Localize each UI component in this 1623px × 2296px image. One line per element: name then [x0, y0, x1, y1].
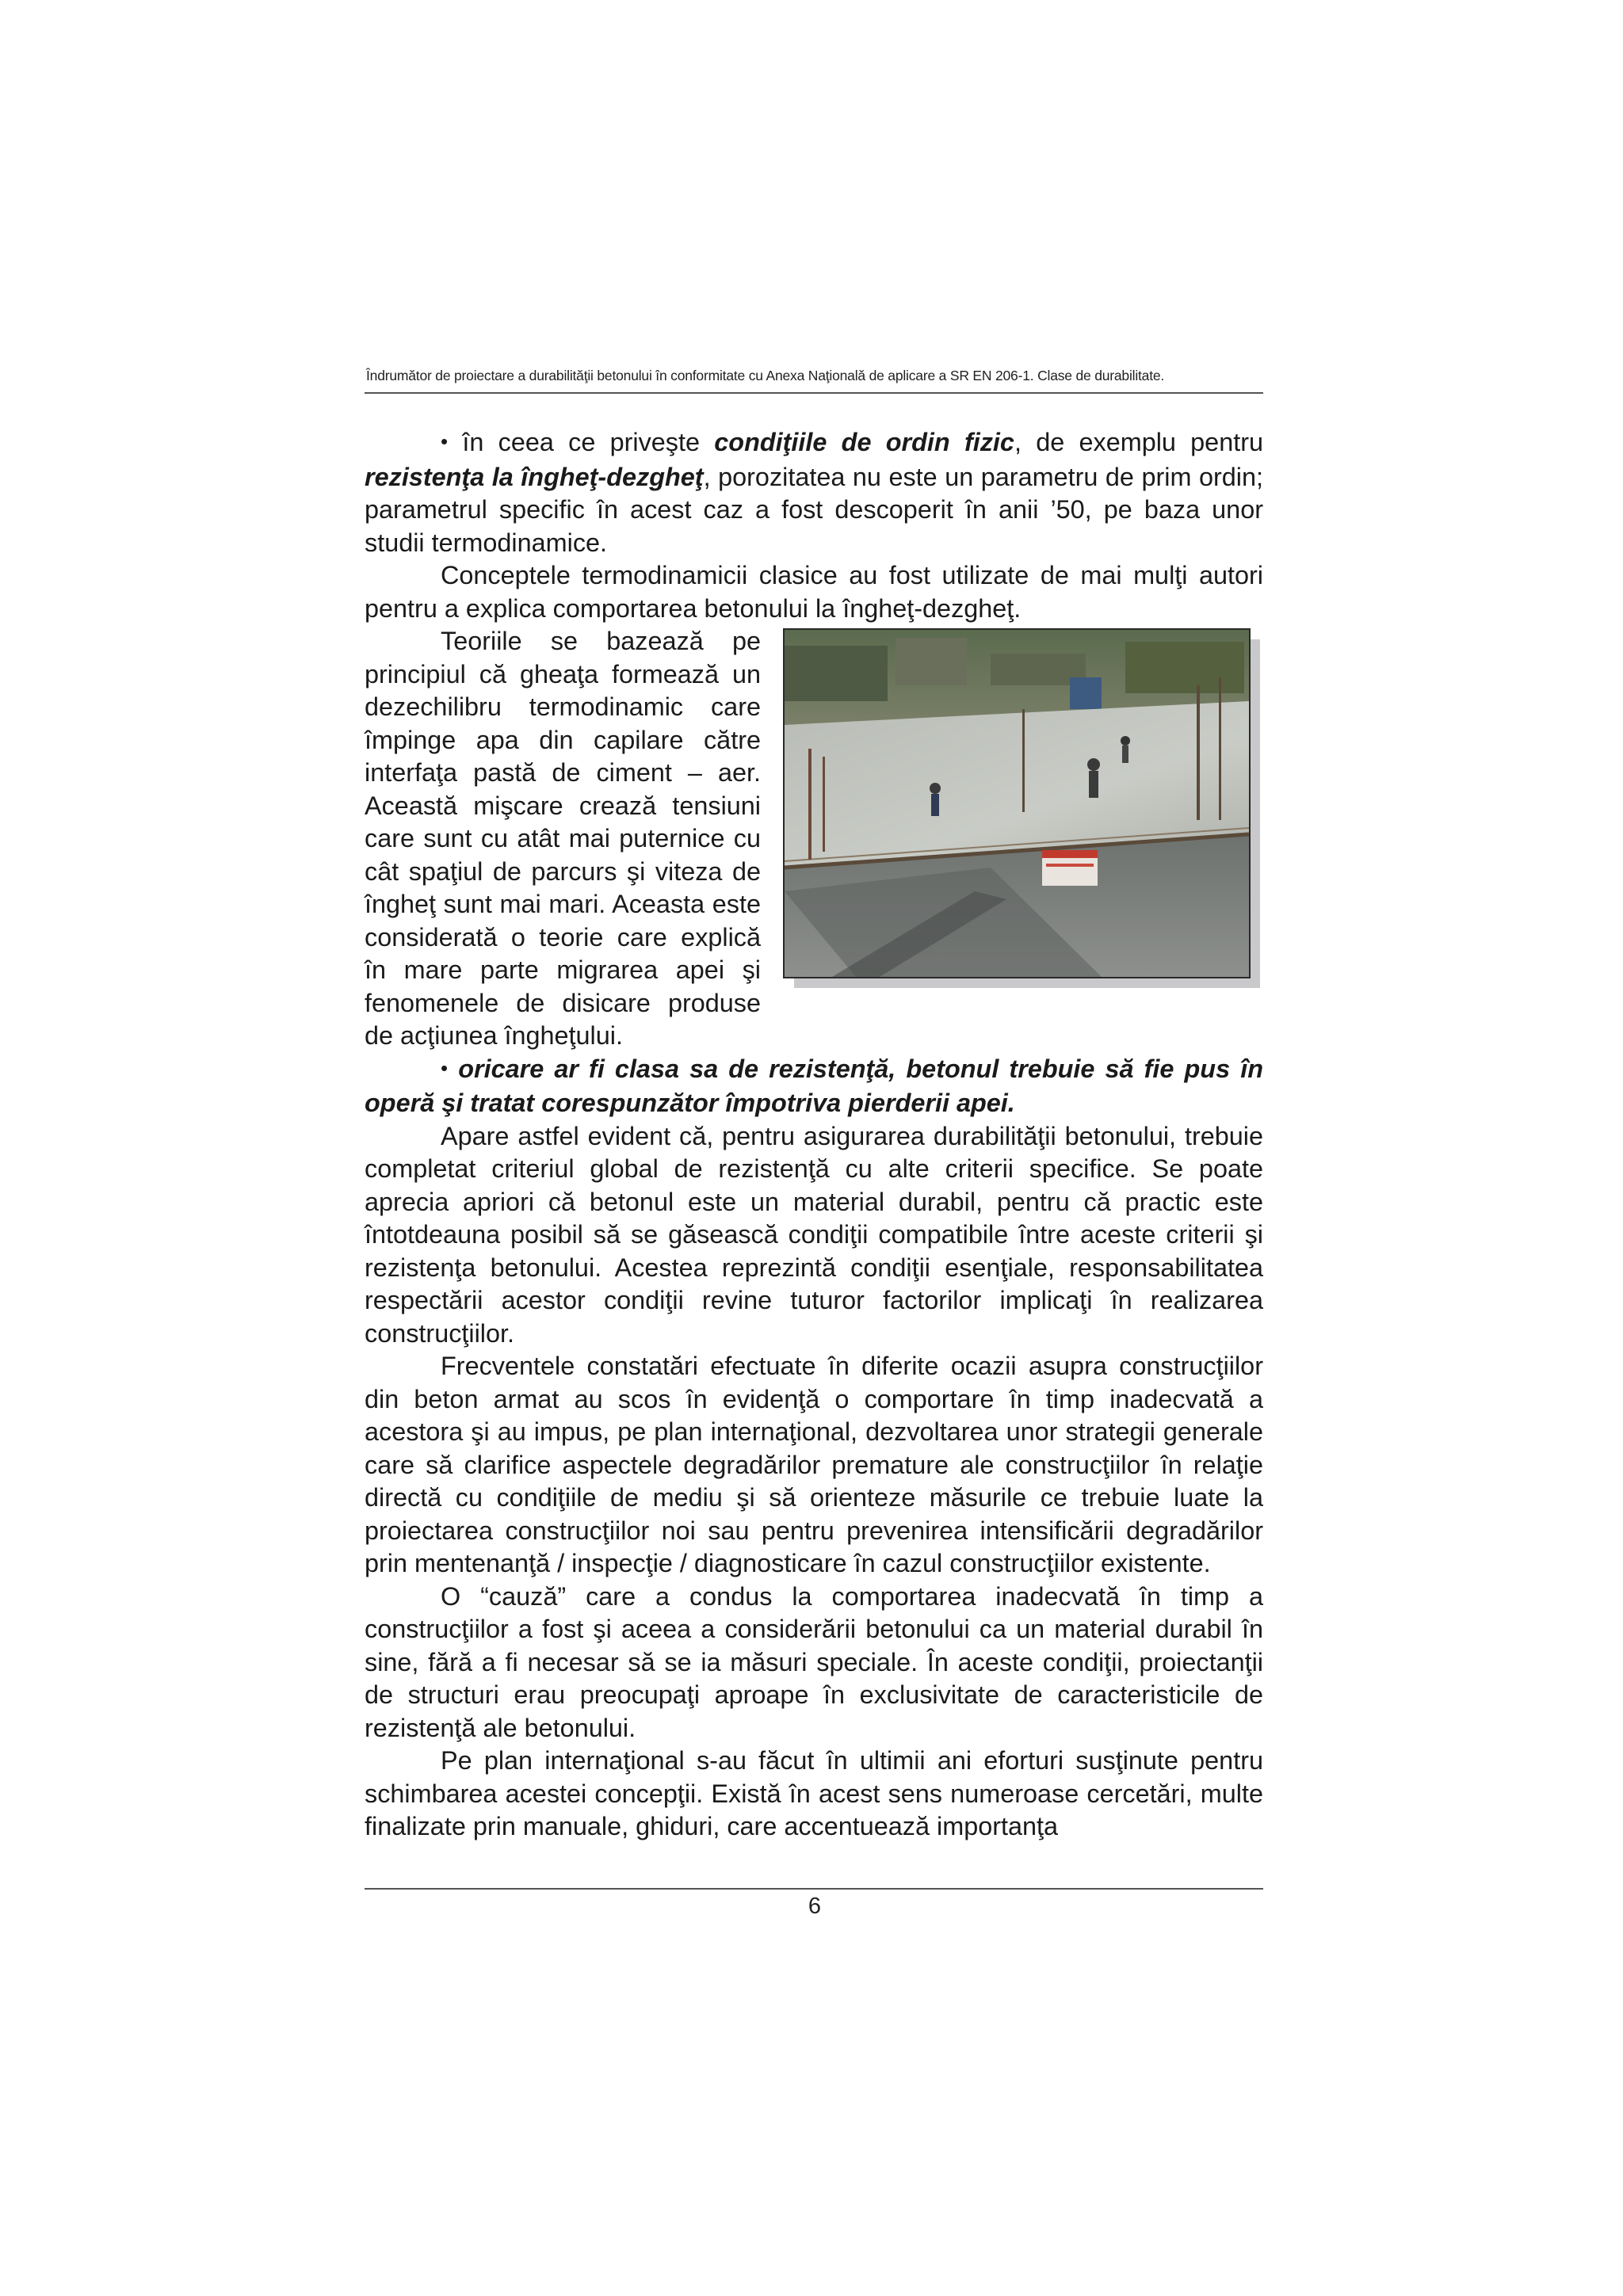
paragraph-thermodynamics: Conceptele termodinamicii clasice au fost utilizate de mai mulţi autori pentru a explica comportarea betonului la îngheţ-dezgheţ.	[365, 561, 1263, 623]
paragraph-international: Pe plan internaţional s-au făcut în ultimii ani eforturi susţinute pentru schimbarea acestei concepţii. Există în acest sens numeroase cercetări, multe finalizate prin manuale, ghiduri, care accentuează importanţa	[365, 1746, 1263, 1840]
paragraph-curing-bullet	[365, 1053, 1263, 1120]
emphasis-curing: oricare ar fi clasa sa de rezistenţă, betonul trebuie să fie pus în operă şi tratat corespunzător împotriva pierderii apei.	[365, 1054, 1263, 1117]
bullet-icon: •	[441, 429, 449, 453]
footer-rule	[365, 1888, 1263, 1890]
paragraph-durability-criteria: Apare astfel evident că, pentru asigurarea durabilităţii betonului, trebuie completat criteriul global de rezistenţă cu alte criterii specifice. Se poate aprecia apriori că betonul este un material durabil, pentru că practic este întotdeauna posibil să se găsească condiţii compatibile între aceste criterii şi rezistenţa betonului. Acestea reprezintă condiţii esenţiale, responsabilitatea respectării acestor condiţii revine tuturor factorilor implicaţi în realizarea construcţiilor.	[365, 1121, 1263, 1348]
page-body	[365, 426, 1263, 1844]
bullet-icon: •	[441, 1055, 449, 1080]
text-run: , porozitatea nu este un parametru de prim ordin; parametrul specific în acest caz a fost descoperit în anii ’50, pe baza unor studii termodinamice.	[365, 462, 1263, 557]
text-run: , de exemplu pentru	[1014, 428, 1264, 456]
paragraph-cause: O “cauză” care a condus la comportarea inadecvată în timp a construcţiilor a fost şi aceea a considerării betonului ca un material durabil în sine, fără a fi necesar să se ia măsuri speciale. În aceste condiţii, proiectanţii de structuri erau preocupaţi aproape în exclusivitate de caracteristicile de rezistenţă ale betonului.	[365, 1581, 1263, 1742]
emphasis-physical-conditions: condiţiile de ordin fizic	[714, 428, 1014, 456]
photo-illustration	[785, 630, 1249, 977]
paragraph-theories: Teoriile se bazează pe principiul că gheaţa formează un dezechilibru termodinamic care împinge apa din capilare către interfaţa pastă de ciment – aer. Această mişcare crează tensiuni care sunt cu atât mai puternice cu cât spaţiul de parcurs şi viteza de îngheţ sunt mai mari. Aceasta este considerată o teorie care explică în mare parte migrarea apei şi fenomenele de disicare produse de acţiunea îngheţului.	[365, 627, 761, 1050]
text-run: în ceea ce priveşte	[448, 428, 715, 456]
page-number: 6	[808, 1894, 822, 1919]
construction-site-photo	[783, 628, 1251, 978]
paragraph-physical-conditions	[365, 426, 1263, 559]
running-header: Îndrumător de proiectare a durabilităţii betonului în conformitate cu Anexa Naţională de aplicare a SR EN 206-1. Clase de durabilitate.	[366, 368, 1165, 383]
header-rule	[365, 392, 1263, 394]
emphasis-freeze-thaw: rezistenţa la îngheţ-dezgheţ	[365, 462, 704, 491]
paragraph-observations: Frecventele constatări efectuate în diferite ocazii asupra construcţiilor din beton armat au scos în evidenţă o comportare în timp inadecvată a acestora şi au impus, pe plan internaţional, dezvoltarea unor strategii generale care să clarifice aspectele degradărilor premature ale construcţiilor în relaţie directă cu condiţiile de mediu şi să orienteze măsurile ce trebuie luate la proiectarea construcţiilor noi sau pentru prevenirea intensificării degradărilor prin mentenanţă / inspecţie / diagnosticare în cazul construcţiilor existente.	[365, 1352, 1263, 1577]
figure	[783, 628, 1263, 991]
